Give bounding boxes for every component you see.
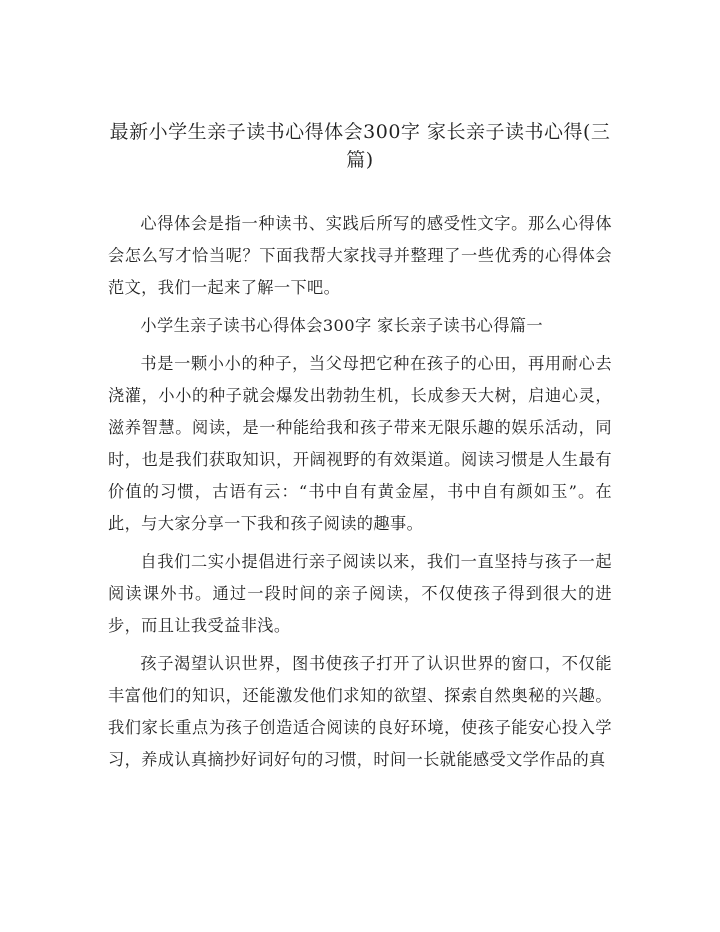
intro-paragraph: 心得体会是指一种读书、实践后所写的感受性文字。那么心得体会怎么写才恰当呢？下面我帮大家找寻并整理了一些优秀的心得体会范文，我们一起来了解一下吧。 bbox=[108, 214, 612, 297]
body-paragraph: 自我们二实小提倡进行亲子阅读以来，我们一直坚持与孩子一起阅读课外书。通过一段时间的亲子阅读，不仅使孩子得到很大的进步，而且让我受益非浅。 bbox=[108, 552, 612, 635]
document-body bbox=[108, 208, 612, 782]
section-heading: 小学生亲子读书心得体会300字 家长亲子读书心得篇一 bbox=[140, 316, 543, 335]
document-title: 最新小学生亲子读书心得体会300字 家长亲子读书心得(三篇) bbox=[109, 121, 611, 171]
body-paragraph: 孩子渴望认识世界，图书使孩子打开了认识世界的窗口，不仅能丰富他们的知识，还能激发他们求知的欲望、探索自然奥秘的兴趣。我们家长重点为孩子创造适合阅读的良好环境，使孩子能安心投入学习，养成认真摘抄好词好句的习惯，时间一长就能感受文学作品的真 bbox=[108, 654, 612, 769]
body-paragraph: 书是一颗小小的种子，当父母把它种在孩子的心田，再用耐心去浇灌，小小的种子就会爆发出勃勃生机，长成参天大树，启迪心灵，滋养智慧。阅读，是一种能给我和孩子带来无限乐趣的娱乐活动，同时，也是我们获取知识，开阔视野的有效渠道。阅读习惯是人生最有价值的习惯，古语有云：“书中自有黄金屋，书中自有颜如玉”。在此，与大家分享一下我和孩子阅读的趣事。 bbox=[108, 354, 612, 533]
